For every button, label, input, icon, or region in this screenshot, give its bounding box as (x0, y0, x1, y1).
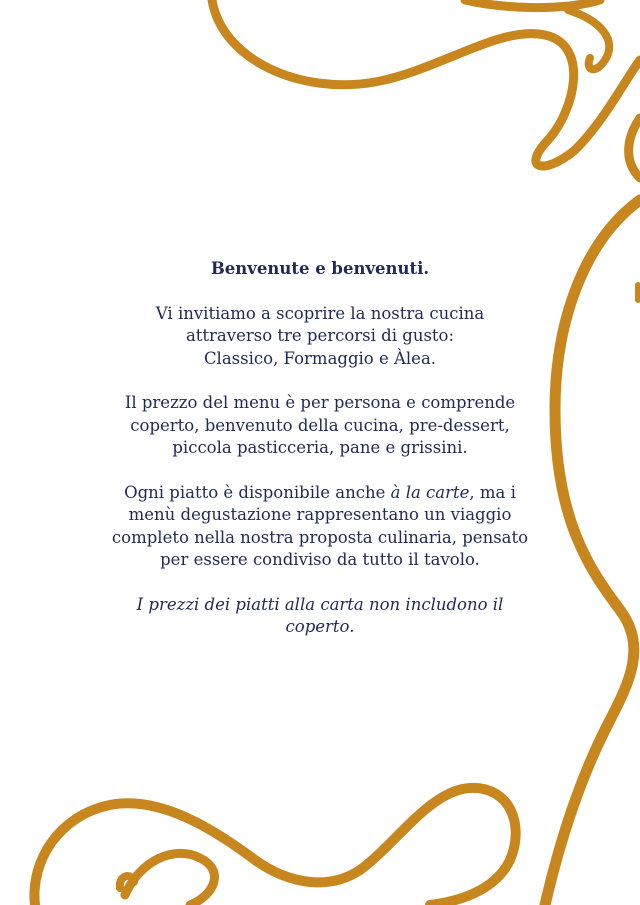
carte-line-4: per essere condiviso da tutto il tavolo. (160, 550, 480, 570)
intro-line-2: attraverso tre percorsi di gusto: (185, 326, 455, 346)
swirl-top-loop (465, 0, 600, 8)
carte-line-1-start: Ogni piatto è disponibile anche (124, 483, 391, 503)
swirl-bottom-inner-loop (125, 853, 214, 905)
cover-charge-note (100, 594, 540, 639)
carte-paragraph (100, 482, 540, 572)
a-la-carte-phrase: à la carte (390, 483, 470, 503)
swirl-top-ribbon (212, 0, 640, 166)
swirl-right-arc (545, 200, 640, 905)
intro-line-3: Classico, Formaggio e Àlea. (203, 348, 437, 368)
intro-paragraph (100, 303, 540, 370)
note-line-1: I prezzi dei piatti alla carta non includono il (136, 595, 504, 615)
price-line-3: piccola pasticceria, pane e grissini. (172, 438, 468, 458)
intro-line-1: Vi invitiamo a scoprire la nostra cucina (155, 303, 485, 323)
note-line-2: coperto. (285, 617, 355, 637)
swirl-top-right-edge (629, 118, 640, 178)
price-line-1: Il prezzo del menu è per persona e comprende (124, 393, 516, 413)
swirl-bottom-left-ribbon (34, 788, 515, 905)
carte-line-1-end: , ma i (469, 483, 516, 503)
welcome-heading: Benvenute e benvenuti. (210, 259, 430, 278)
carte-line-2: menù degustazione rappresentano un viaggio (128, 505, 512, 525)
menu-intro-text (100, 258, 540, 661)
carte-line-3: completo nella nostra proposta culinaria, pensato (111, 527, 529, 547)
price-paragraph (100, 392, 540, 459)
carte-line-1 (100, 482, 540, 504)
price-line-2: coperto, benvenuto della cucina, pre-dessert, (130, 415, 510, 435)
